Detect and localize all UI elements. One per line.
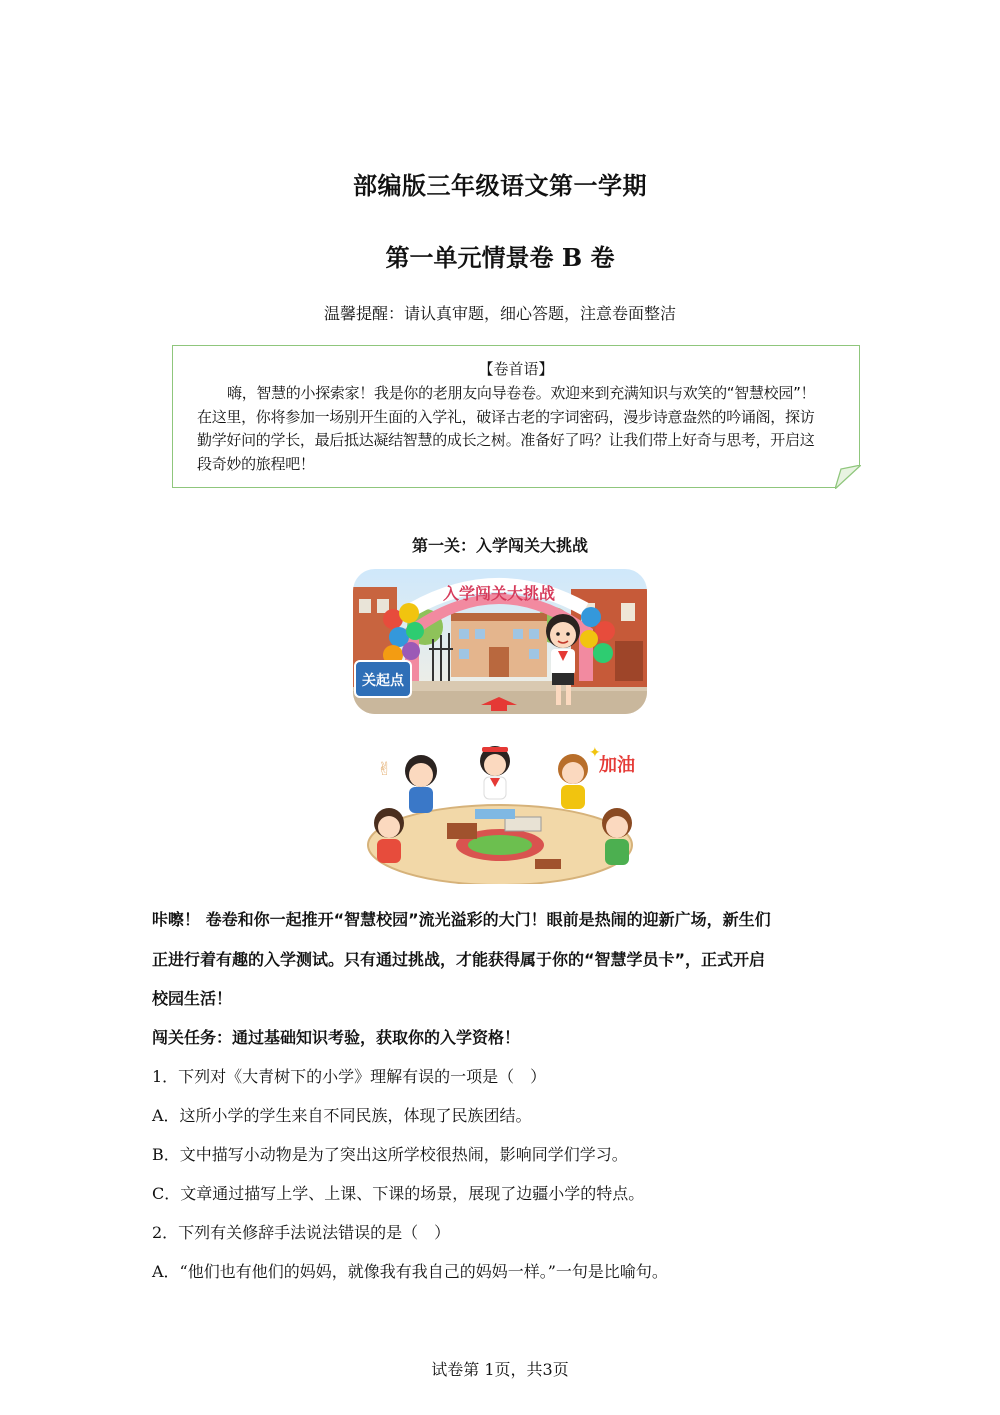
task-text: 闯关任务：通过基础知识考验，获取你的入学资格！ (152, 1028, 521, 1047)
level-heading: 第一关：入学闯关大挑战 (411, 536, 588, 555)
page-footer: 试卷第 1页，共3页 (431, 1360, 569, 1379)
question-1-stem: 1．下列对《大青树下的小学》理解有误的一项是（ ） (152, 1067, 547, 1086)
cheer-text: 加油 (599, 755, 635, 776)
exam-title: 部编版三年级语文第一学期 (353, 171, 647, 200)
story-line-3: 校园生活！ (152, 989, 233, 1008)
question-2-option-a: A．“他们也有他们的妈妈，就像我有我自己的妈妈一样。”一句是比喻句。 (152, 1262, 668, 1281)
question-2-stem: 2．下列有关修辞手法说法错误的是（ ） (152, 1223, 451, 1242)
start-sign-text: 关起点 (362, 673, 404, 689)
question-1-option-c: C．文章通过描写上学、上课、下课的场景，展现了边疆小学的特点。 (152, 1184, 645, 1203)
kids-puzzle-illustration (355, 737, 645, 884)
page-fold-icon (835, 465, 861, 489)
intro-title: 【卷首语】 (478, 360, 554, 378)
intro-body: 嗨，智慧的小探索家！我是你的老朋友向导卷卷。欢迎来到充满知识与欢笑的“智慧校园”！在这里，你将参加一场别开生面的入学礼，破译古老的字词密码，漫步诗意盎然的吟诵阁，探访勤学好问的学长，最后抵达凝结智慧的成长之树。准备好了吗？让我们带上好奇与思考，开启这段奇妙的旅程吧！ (197, 384, 816, 473)
exam-subtitle: 第一单元情景卷 B 卷 (385, 243, 615, 272)
story-line-1: 咔嚓！ 卷卷和你一起推开“智慧校园”流光溢彩的大门！眼前是热闹的迎新广场，新生们 (152, 910, 771, 929)
school-gate-illustration (353, 569, 647, 714)
svg-text:✦: ✦ (589, 745, 601, 761)
story-line-2: 正进行着有趣的入学测试。只有通过挑战，才能获得属于你的“智慧学员卡”，正式开启 (152, 950, 766, 969)
question-1-option-a: A．这所小学的学生来自不同民族，体现了民族团结。 (152, 1106, 532, 1125)
intro-box (172, 345, 860, 488)
arch-banner-text: 入学闯关大挑战 (442, 584, 556, 603)
svg-text:✌: ✌ (377, 759, 393, 780)
reminder-text: 温馨提醒：请认真审题，细心答题，注意卷面整洁 (323, 304, 676, 323)
question-1-option-b: B．文中描写小动物是为了突出这所学校很热闹，影响同学们学习。 (152, 1145, 628, 1164)
